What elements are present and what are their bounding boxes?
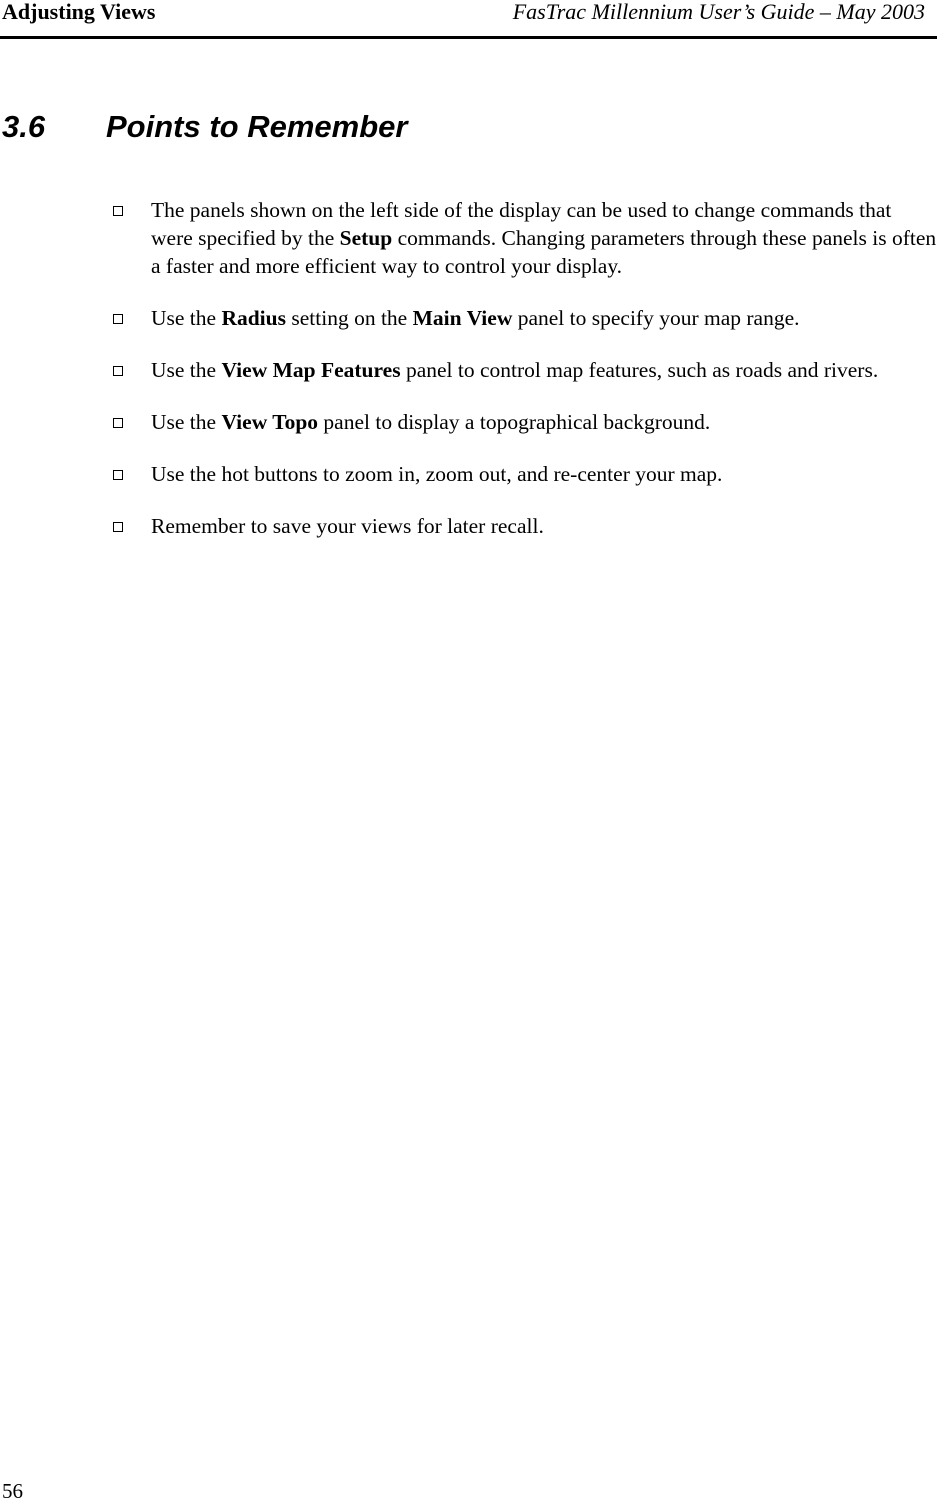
section-number: 3.6: [2, 109, 46, 144]
section-title: Points to Remember: [106, 109, 408, 144]
bullet-emphasis: Main View: [412, 306, 513, 330]
checkbox-bullet-icon: [113, 206, 123, 216]
bullet-text-segment: Use the: [151, 410, 222, 434]
checkbox-bullet-icon: [113, 470, 123, 480]
bullet-item: [112, 356, 937, 384]
bullet-text: [151, 410, 710, 434]
bullet-text: [151, 358, 878, 382]
bullet-text-segment: Remember to save your views for later recall.: [151, 514, 544, 538]
bullet-text: [151, 306, 800, 330]
checkbox-bullet-icon: [113, 418, 123, 428]
bullet-item: [112, 512, 937, 540]
section-heading: [2, 108, 407, 146]
bullet-text: [151, 462, 722, 486]
header-document-title: FasTrac Millennium User’s Guide – May 2003: [512, 0, 925, 24]
bullet-text-segment: Use the: [151, 358, 222, 382]
bullet-emphasis: Setup: [339, 226, 393, 250]
page-header: [0, 0, 937, 39]
bullet-text: [151, 198, 936, 278]
bullet-text-segment: panel to control map features, such as roads and rivers.: [400, 358, 879, 382]
header-section-title: Adjusting Views: [2, 0, 156, 24]
bullet-item: [112, 408, 937, 436]
bullet-item: [112, 196, 937, 280]
bullet-item: [112, 304, 937, 332]
page-number: 56: [2, 1479, 23, 1503]
bullet-item: [112, 460, 937, 488]
bullet-emphasis: Radius: [221, 306, 286, 330]
bullet-emphasis: View Topo: [221, 410, 319, 434]
bullet-list: [112, 196, 937, 564]
checkbox-bullet-icon: [113, 522, 123, 532]
bullet-text-segment: commands. Changing parameters through these panels is often a faster and more efficient way to control your display.: [151, 226, 937, 278]
bullet-text-segment: panel to display a topographical background.: [318, 410, 711, 434]
bullet-text: [151, 514, 544, 538]
bullet-text-segment: Use the hot buttons to zoom in, zoom out, and re-center your map.: [151, 462, 723, 486]
checkbox-bullet-icon: [113, 366, 123, 376]
bullet-text-segment: Use the: [151, 306, 222, 330]
bullet-text-segment: The panels shown on the left side of the display can be used to change commands that were specified by the: [151, 198, 892, 250]
bullet-text-segment: panel to specify your map range.: [512, 306, 800, 330]
bullet-text-segment: setting on the: [286, 306, 413, 330]
bullet-emphasis: View Map Features: [221, 358, 401, 382]
checkbox-bullet-icon: [113, 314, 123, 324]
